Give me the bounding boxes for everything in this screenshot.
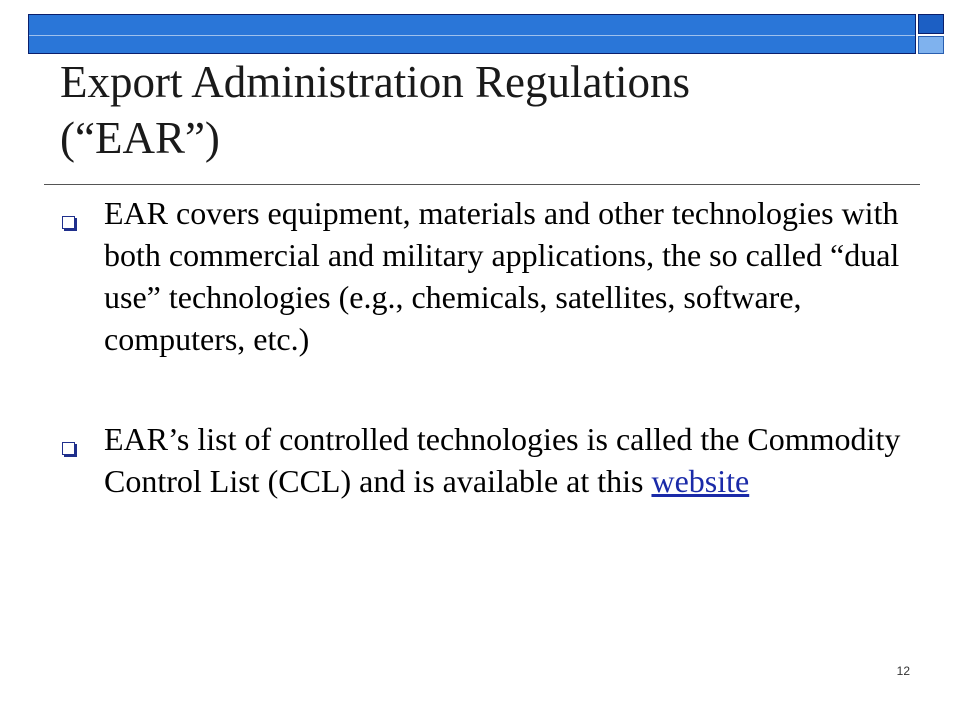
bullet-item-ccl [60, 418, 920, 502]
corner-square-light [918, 36, 944, 54]
slide-title-line-1: Export Administration Regulations [60, 57, 690, 107]
title-divider [44, 184, 920, 185]
top-decorative-bar [28, 14, 916, 54]
bullet-text-dual-use: EAR covers equipment, materials and other technologies with both commercial and military applications, the so called “dual use” technologies (e.g., chemicals, satellites, software, computers, etc.) [104, 195, 900, 357]
corner-square-dark [918, 14, 944, 34]
slide-title [60, 54, 920, 166]
page-number: 12 [896, 664, 910, 678]
bullet-list [60, 192, 920, 502]
bullet-text-ccl: EAR’s list of controlled technologies is called the Commodity Control List (CCL) and is available at this [104, 421, 901, 499]
website-link[interactable]: website [651, 463, 750, 499]
hollow-square-bullet-icon [62, 442, 75, 455]
slide-title-line-2: (“EAR”) [60, 113, 220, 163]
bullet-item-dual-use [60, 192, 920, 360]
hollow-square-bullet-icon [62, 216, 75, 229]
